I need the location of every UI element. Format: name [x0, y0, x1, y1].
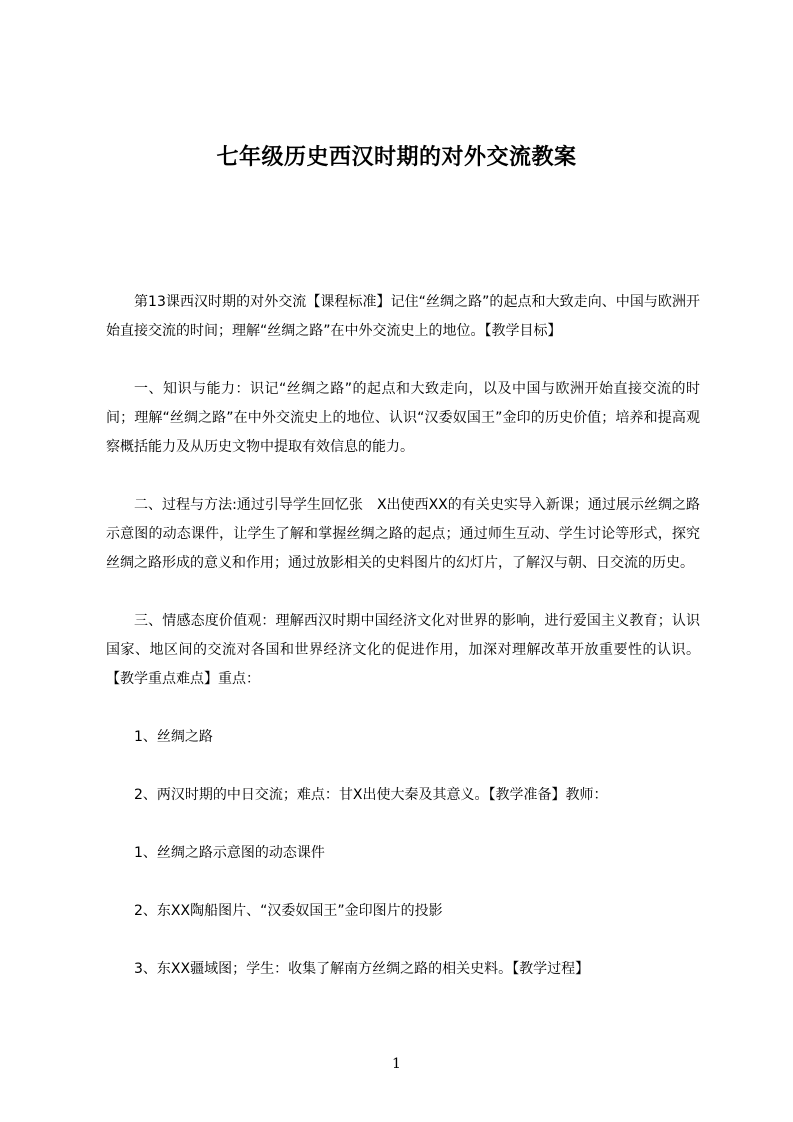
- list-item: 2、东XX陶船图片、“汉委奴国王”金印图片的投影: [134, 903, 443, 919]
- document-title: 七年级历史西汉时期的对外交流教案: [216, 145, 577, 170]
- spacer: [106, 868, 700, 897]
- paragraph-emotion-values: 三、情感态度价值观：理解西汉时期中国经济文化对世界的影响，进行爱国主义教育；认识国家、地区间的交流对各国和世界经济文化的促进作用，加深对理解改革开放重要性的认识。【教学重点难点】重点：: [106, 613, 700, 687]
- list-item: 1、丝绸之路示意图的动态课件: [134, 845, 325, 861]
- list-item: 1、丝绸之路: [134, 729, 213, 745]
- spacer: [106, 694, 700, 723]
- list-item: 2、两汉时期的中日交流；难点：甘X出使大秦及其意义。【教学准备】教师：: [134, 787, 608, 803]
- list-item: 3、东XX疆域图；学生：收集了解南方丝绸之路的相关史料。【教学过程】: [134, 961, 590, 977]
- paragraph-course-standard: 第13课西汉时期的对外交流【课程标准】记住“丝绸之路”的起点和大致走向、中国与欧洲开始直接交流的时间；理解“丝绸之路”在中外交流史上的地位。【教学目标】: [106, 294, 700, 339]
- spacer: [106, 926, 700, 955]
- paragraph-knowledge-ability: 一、知识与能力：识记“丝绸之路”的起点和大致走向，以及中国与欧洲开始直接交流的时间；理解“丝绸之路”在中外交流史上的地位、认识“汉委奴国王”金印的历史价值；培养和提高观察概括能力及从历史文物中提取有效信息的能力。: [106, 381, 700, 455]
- page-number: 1: [392, 1056, 401, 1072]
- spacer: [106, 752, 700, 781]
- document-body: [106, 288, 700, 984]
- spacer: [106, 810, 700, 839]
- paragraph-process-method: 二、过程与方法:通过引导学生回忆张 X出使西XX的有关史实导入新课；通过展示丝绸之路示意图的动态课件，让学生了解和掌握丝绸之路的起点；通过师生互动、学生讨论等形式，探究丝绸之路形成的意义和作用；通过放影相关的史料图片的幻灯片，了解汉与朝、日交流的历史。: [106, 497, 700, 571]
